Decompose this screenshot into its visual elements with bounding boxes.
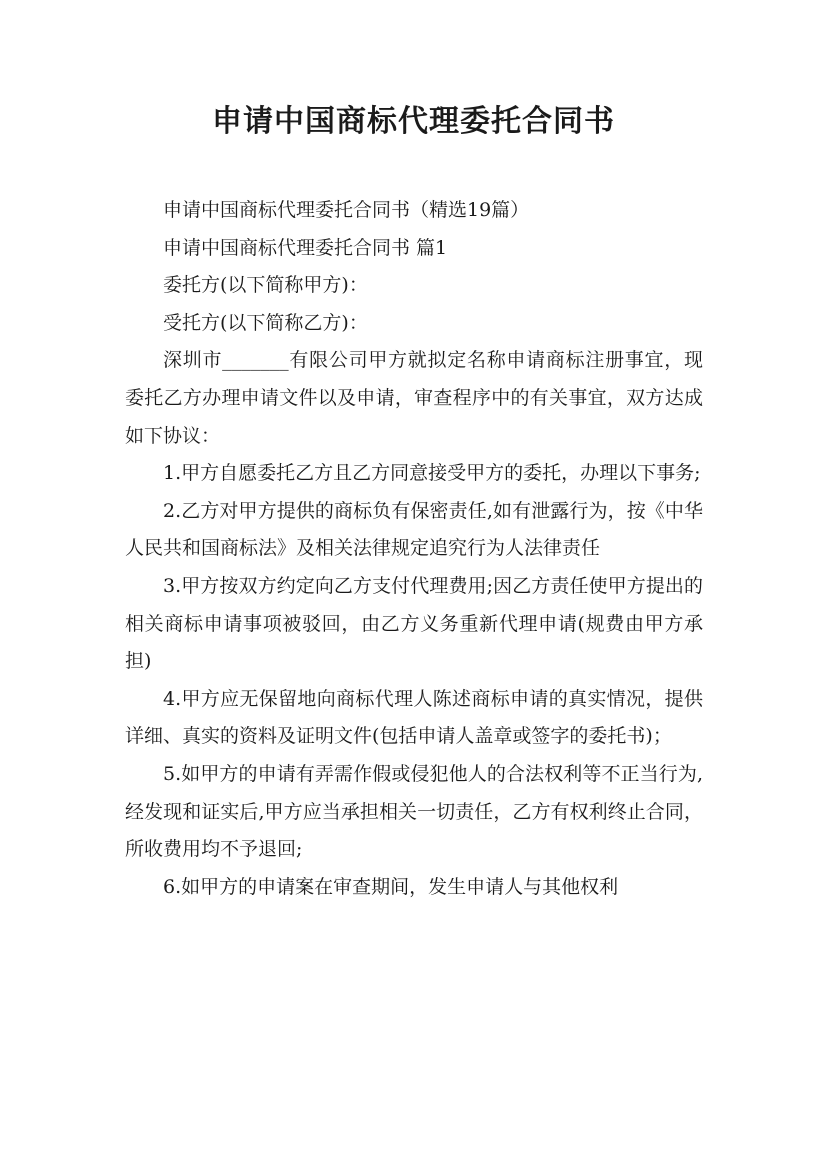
- paragraph: 深圳市_______有限公司甲方就拟定名称申请商标注册事宜，现委托乙方办理申请文件以及申请，审查程序中的有关事宜，双方达成如下协议：: [125, 349, 703, 447]
- paragraph: 4.甲方应无保留地向商标代理人陈述商标申请的真实情况，提供详细、真实的资料及证明文件(包括申请人盖章或签字的委托书)；: [125, 687, 703, 748]
- paragraph: 6.如甲方的申请案在审查期间，发生申请人与其他权利: [163, 875, 619, 898]
- paragraph: 申请中国商标代理委托合同书（精选19篇）: [163, 199, 530, 221]
- paragraph: 委托方(以下简称甲方)：: [163, 274, 368, 297]
- paragraph: 2.乙方对甲方提供的商标负有保密责任,如有泄露行为，按《中华人民共和国商标法》及相关法律规定追究行为人法律责任: [125, 499, 703, 560]
- paragraph: 3.甲方按双方约定向乙方支付代理费用;因乙方责任使甲方提出的相关商标申请事项被驳回，由乙方义务重新代理申请(规费由甲方承担): [125, 574, 703, 673]
- paragraph: 申请中国商标代理委托合同书 篇1: [163, 236, 448, 259]
- document-title: 申请中国商标代理委托合同书: [212, 104, 615, 139]
- paragraph: 1.甲方自愿委托乙方且乙方同意接受甲方的委托，办理以下事务;: [163, 462, 701, 485]
- document-body: [125, 192, 703, 906]
- paragraph: 受托方(以下简称乙方)：: [163, 311, 368, 334]
- paragraph: 5.如甲方的申请有弄需作假或侵犯他人的合法权利等不正当行为,经发现和证实后,甲方应当承担相关一切责任，乙方有权利终止合同，所收费用均不予退回;: [125, 762, 703, 861]
